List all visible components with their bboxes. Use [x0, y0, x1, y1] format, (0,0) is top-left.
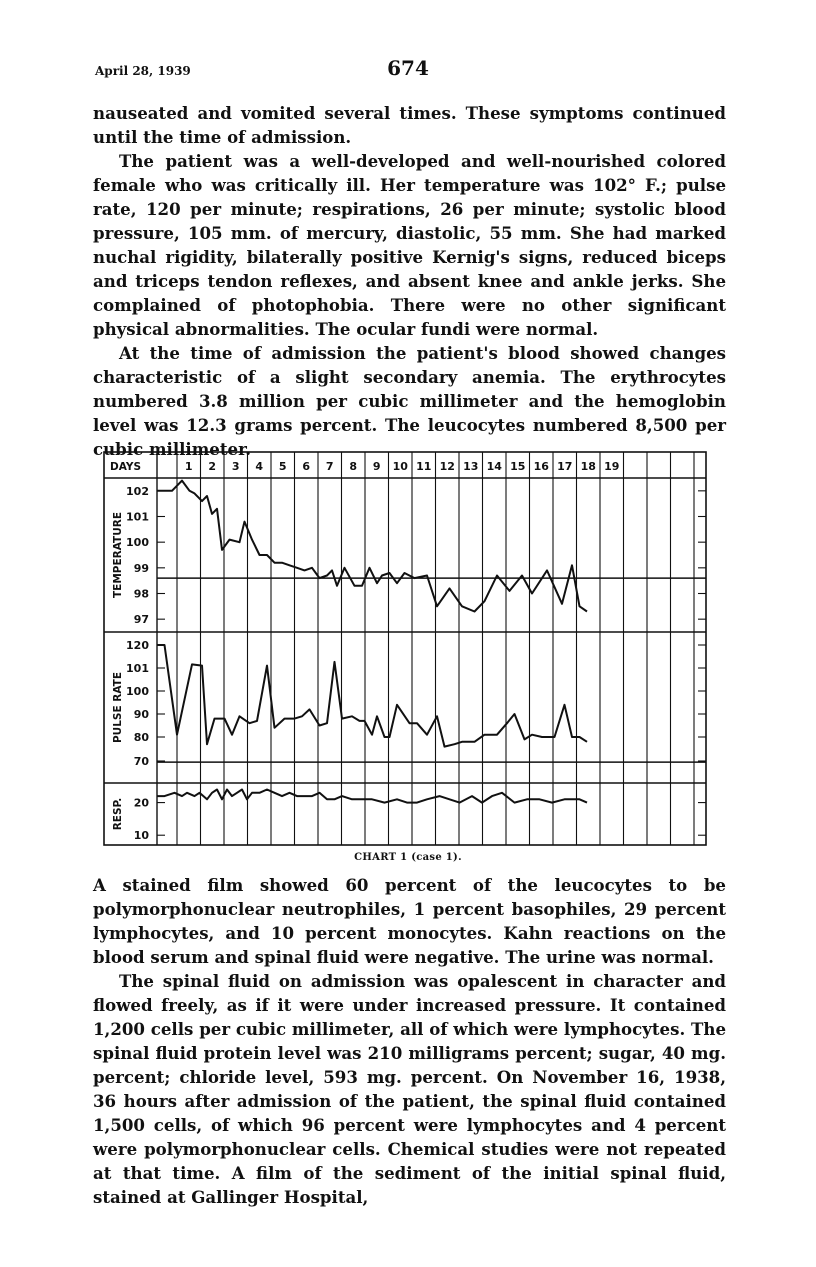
day-number: 11 — [416, 460, 432, 473]
y-tick-label: 102 — [126, 484, 149, 498]
series-line-pulse-rate — [157, 645, 587, 747]
y-tick-label: 98 — [133, 587, 149, 601]
paragraph: The patient was a well-developed and well-nourished colored female who was critically ill. Her temperature was 102° F.; pulse rate, 120 per minute; respirations, 26 per minute; systolic blood pressure, 105 mm. of mercury, diastolic, 55 mm. She had marked nuchal rigidity, bilaterally positive Kernig's signs, reduced biceps and triceps tendon reflexes, and absent knee and ankle jerks. She complained of photophobia. There were no other significant physical abnormalities. The ocular fundi were normal. — [93, 151, 726, 339]
paragraph: nauseated and vomited several times. These symptoms continued until the time of admission. — [93, 103, 726, 147]
y-tick-label: 99 — [133, 561, 149, 575]
chart-caption: CHART 1 (case 1). — [354, 852, 462, 863]
paragraph: A stained film showed 60 percent of the leucocytes to be polymorphonuclear neutrophiles, 1 percent basophiles, 29 percent lymphocytes, and 10 percent monocytes. Kahn reactions on the blood serum and spinal fluid were negative. The urine was normal. — [93, 875, 726, 967]
day-number: 12 — [439, 460, 455, 473]
series-line-temperature — [157, 481, 587, 612]
y-tick-label: 97 — [133, 613, 149, 627]
day-number: 6 — [302, 460, 311, 473]
days-header-label: DAYS — [110, 461, 142, 473]
y-tick-label: 80 — [133, 731, 149, 744]
y-tick-label: 101 — [126, 510, 149, 524]
y-tick-label: 101 — [126, 662, 149, 675]
day-number: 13 — [463, 460, 479, 473]
y-tick-label: 90 — [133, 708, 149, 721]
day-number: 8 — [349, 460, 358, 473]
day-number: 3 — [231, 460, 240, 473]
day-number: 19 — [604, 460, 620, 473]
paragraph: At the time of admission the patient's blood showed changes characteristic of a slight secondary anemia. The erythrocytes numbered 3.8 million per cubic millimeter and the hemoglobin level was 12.3 grams percent. The leucocytes numbered 8,500 per cubic millimeter. — [93, 343, 726, 459]
day-number: 16 — [533, 460, 549, 473]
body-text-bottom — [93, 873, 726, 1209]
y-tick-label: 120 — [126, 639, 149, 652]
day-number: 10 — [392, 460, 408, 473]
paragraph: The spinal fluid on admission was opalescent in character and flowed freely, as if it were under increased pressure. It contained 1,200 cells per cubic millimeter, all of which were lymphocytes. The spinal fluid protein level was 210 milligrams percent; sugar, 40 mg. percent; chloride level, 593 mg. percent. On November 16, 1938, 36 hours after admission of the patient, the spinal fluid contained 1,500 cells, of which 96 percent were lymphocytes and 4 percent were polymorphonuclear cells. Chemical studies were not repeated at that time. A film of the sediment of the initial spinal fluid, stained at Gallinger Hospital, — [93, 971, 726, 1207]
day-number: 9 — [372, 460, 381, 473]
day-number: 4 — [255, 460, 264, 473]
running-header-date: April 28, 1939 — [95, 64, 191, 78]
page-number: 674 — [387, 56, 429, 80]
y-tick-label: 100 — [126, 685, 149, 698]
day-number: 14 — [486, 460, 502, 473]
panel-axis-label: TEMPERATURE — [112, 512, 124, 598]
y-tick-label: 10 — [133, 829, 149, 843]
day-number: 15 — [510, 460, 526, 473]
panel-axis-label: RESP. — [112, 797, 124, 831]
day-number: 17 — [557, 460, 573, 473]
day-number: 5 — [278, 460, 287, 473]
y-tick-label: 100 — [126, 536, 149, 550]
y-tick-label: 70 — [133, 755, 149, 768]
y-tick-label: 20 — [133, 796, 149, 810]
day-number: 2 — [208, 460, 217, 473]
day-number: 7 — [325, 460, 334, 473]
panel-axis-label: PULSE RATE — [112, 671, 124, 744]
day-number: 18 — [580, 460, 596, 473]
series-line-resp- — [157, 790, 587, 803]
chart-frame — [104, 452, 706, 845]
day-number: 1 — [184, 460, 193, 473]
